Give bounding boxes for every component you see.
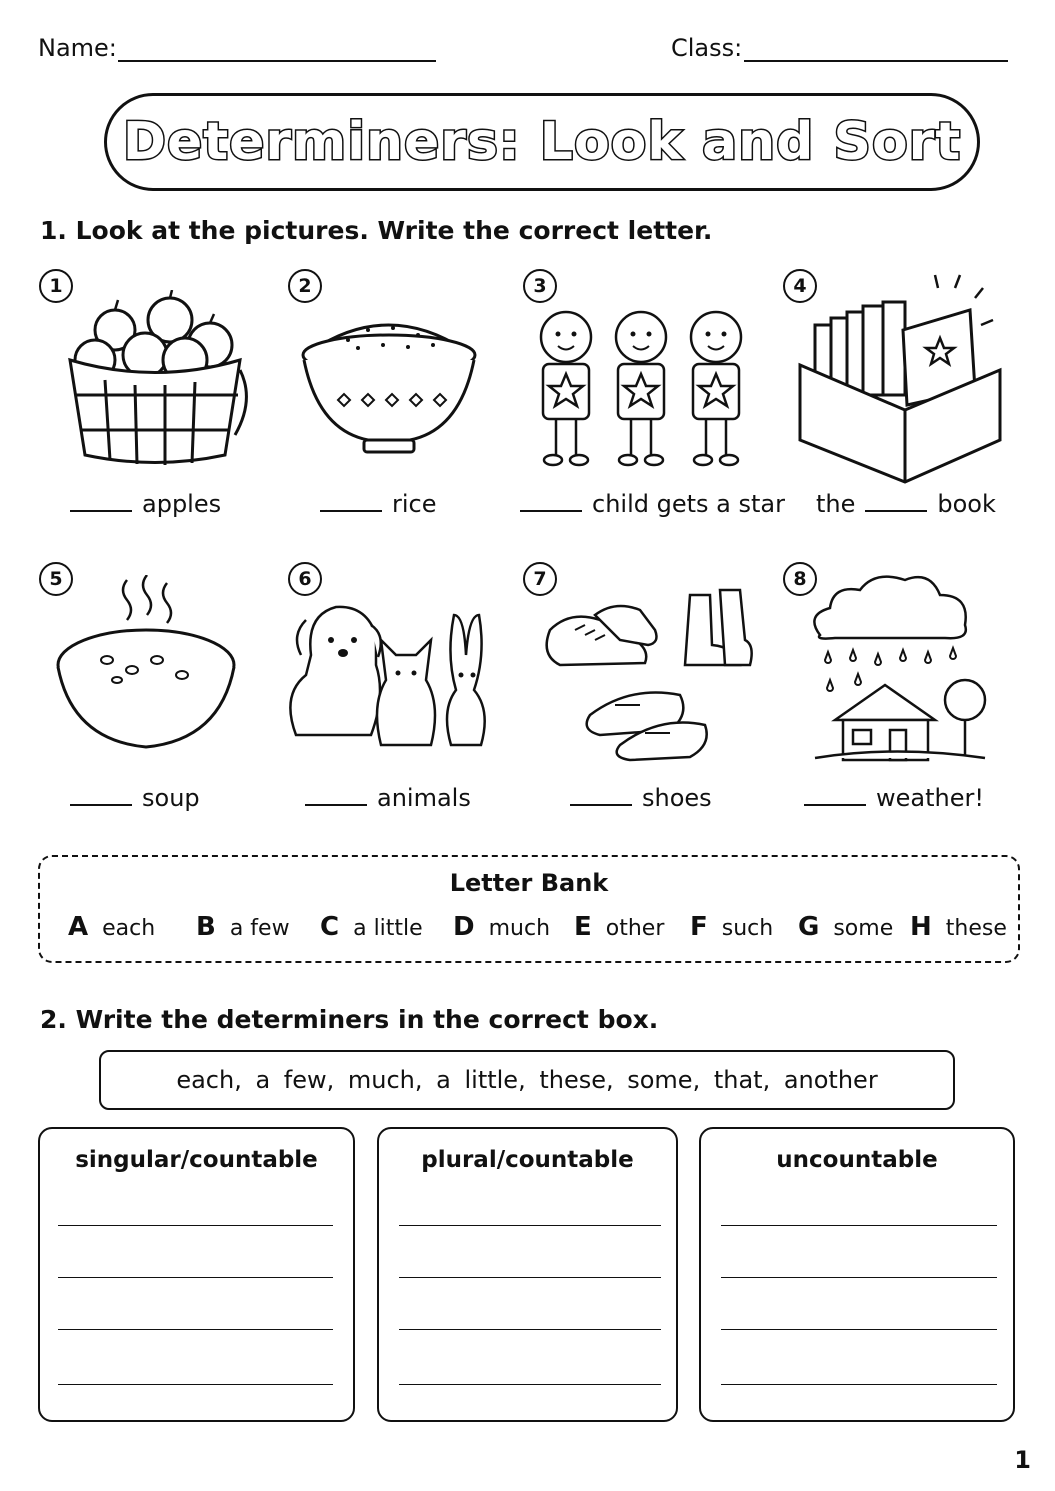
section2-heading: 2. Write the determiners in the correct box. bbox=[40, 1005, 659, 1034]
sort-box-title: singular/countable bbox=[75, 1147, 318, 1173]
write-line[interactable] bbox=[399, 1384, 661, 1385]
sort-box-uncountable bbox=[699, 1127, 1015, 1422]
bank-item-h: H these bbox=[910, 912, 1007, 942]
item-number-6: 6 bbox=[288, 562, 322, 596]
caption-item-6: animals bbox=[305, 784, 471, 812]
answer-blank-5[interactable] bbox=[70, 804, 132, 806]
sort-box-plural bbox=[377, 1127, 678, 1422]
write-line[interactable] bbox=[721, 1225, 997, 1226]
bank-item-g: G some bbox=[798, 912, 894, 942]
answer-blank-7[interactable] bbox=[570, 804, 632, 806]
caption-item-4: the book bbox=[816, 490, 996, 518]
write-line[interactable] bbox=[399, 1329, 661, 1330]
item-number-7: 7 bbox=[523, 562, 557, 596]
letter-bank bbox=[38, 855, 1020, 963]
box-of-books-icon bbox=[795, 270, 1005, 485]
item-number-2: 2 bbox=[288, 269, 322, 303]
children-with-stars-icon bbox=[528, 292, 756, 467]
word-list: each, a few, much, a little, these, some, that, another bbox=[176, 1066, 878, 1094]
dog-cat-rabbit-icon bbox=[276, 595, 521, 750]
caption-item-3: child gets a star bbox=[520, 490, 785, 518]
letter-bank-title: Letter Bank bbox=[449, 869, 609, 897]
item-number-5: 5 bbox=[39, 562, 73, 596]
section1-heading: 1. Look at the pictures. Write the correct letter. bbox=[40, 216, 713, 245]
bank-item-b: B a few bbox=[196, 912, 290, 942]
answer-blank-3[interactable] bbox=[520, 510, 582, 512]
sort-box-title: plural/countable bbox=[421, 1147, 634, 1173]
caption-item-1: apples bbox=[70, 490, 221, 518]
rain-cloud-house-icon bbox=[805, 570, 995, 765]
page-title: Determiners: Look and Sort bbox=[122, 112, 962, 172]
title-banner bbox=[104, 93, 980, 191]
write-line[interactable] bbox=[58, 1384, 333, 1385]
item-number-8: 8 bbox=[783, 562, 817, 596]
caption-item-2: rice bbox=[320, 490, 437, 518]
bowl-of-rice-icon bbox=[298, 300, 480, 460]
write-line[interactable] bbox=[399, 1225, 661, 1226]
caption-item-5: soup bbox=[70, 784, 200, 812]
bank-item-f: F such bbox=[690, 912, 774, 942]
answer-blank-8[interactable] bbox=[804, 804, 866, 806]
item-number-4: 4 bbox=[783, 269, 817, 303]
answer-blank-1[interactable] bbox=[70, 510, 132, 512]
write-line[interactable] bbox=[721, 1384, 997, 1385]
write-line[interactable] bbox=[721, 1329, 997, 1330]
answer-blank-2[interactable] bbox=[320, 510, 382, 512]
word-list-box bbox=[99, 1050, 955, 1110]
item-number-1: 1 bbox=[39, 269, 73, 303]
sort-box-singular bbox=[38, 1127, 355, 1422]
bowl-of-soup-icon bbox=[52, 575, 240, 755]
class-label: Class: bbox=[671, 34, 743, 62]
answer-blank-6[interactable] bbox=[305, 804, 367, 806]
class-field[interactable] bbox=[744, 60, 1008, 62]
name-label: Name: bbox=[38, 34, 117, 62]
write-line[interactable] bbox=[58, 1277, 333, 1278]
shoes-and-boots-icon bbox=[540, 585, 755, 765]
answer-blank-4[interactable] bbox=[865, 510, 927, 512]
bank-item-a: A each bbox=[68, 912, 156, 942]
write-line[interactable] bbox=[58, 1225, 333, 1226]
bank-item-d: D much bbox=[453, 912, 551, 942]
basket-of-apples-icon bbox=[60, 290, 250, 470]
sort-box-title: uncountable bbox=[776, 1147, 938, 1173]
bank-item-e: E other bbox=[574, 912, 665, 942]
page-number: 1 bbox=[1014, 1446, 1031, 1474]
write-line[interactable] bbox=[721, 1277, 997, 1278]
item-number-3: 3 bbox=[523, 269, 557, 303]
name-field[interactable] bbox=[118, 60, 436, 62]
write-line[interactable] bbox=[58, 1329, 333, 1330]
write-line[interactable] bbox=[399, 1277, 661, 1278]
caption-item-8: weather! bbox=[804, 784, 984, 812]
bank-item-c: C a little bbox=[320, 912, 423, 942]
caption-item-7: shoes bbox=[570, 784, 712, 812]
